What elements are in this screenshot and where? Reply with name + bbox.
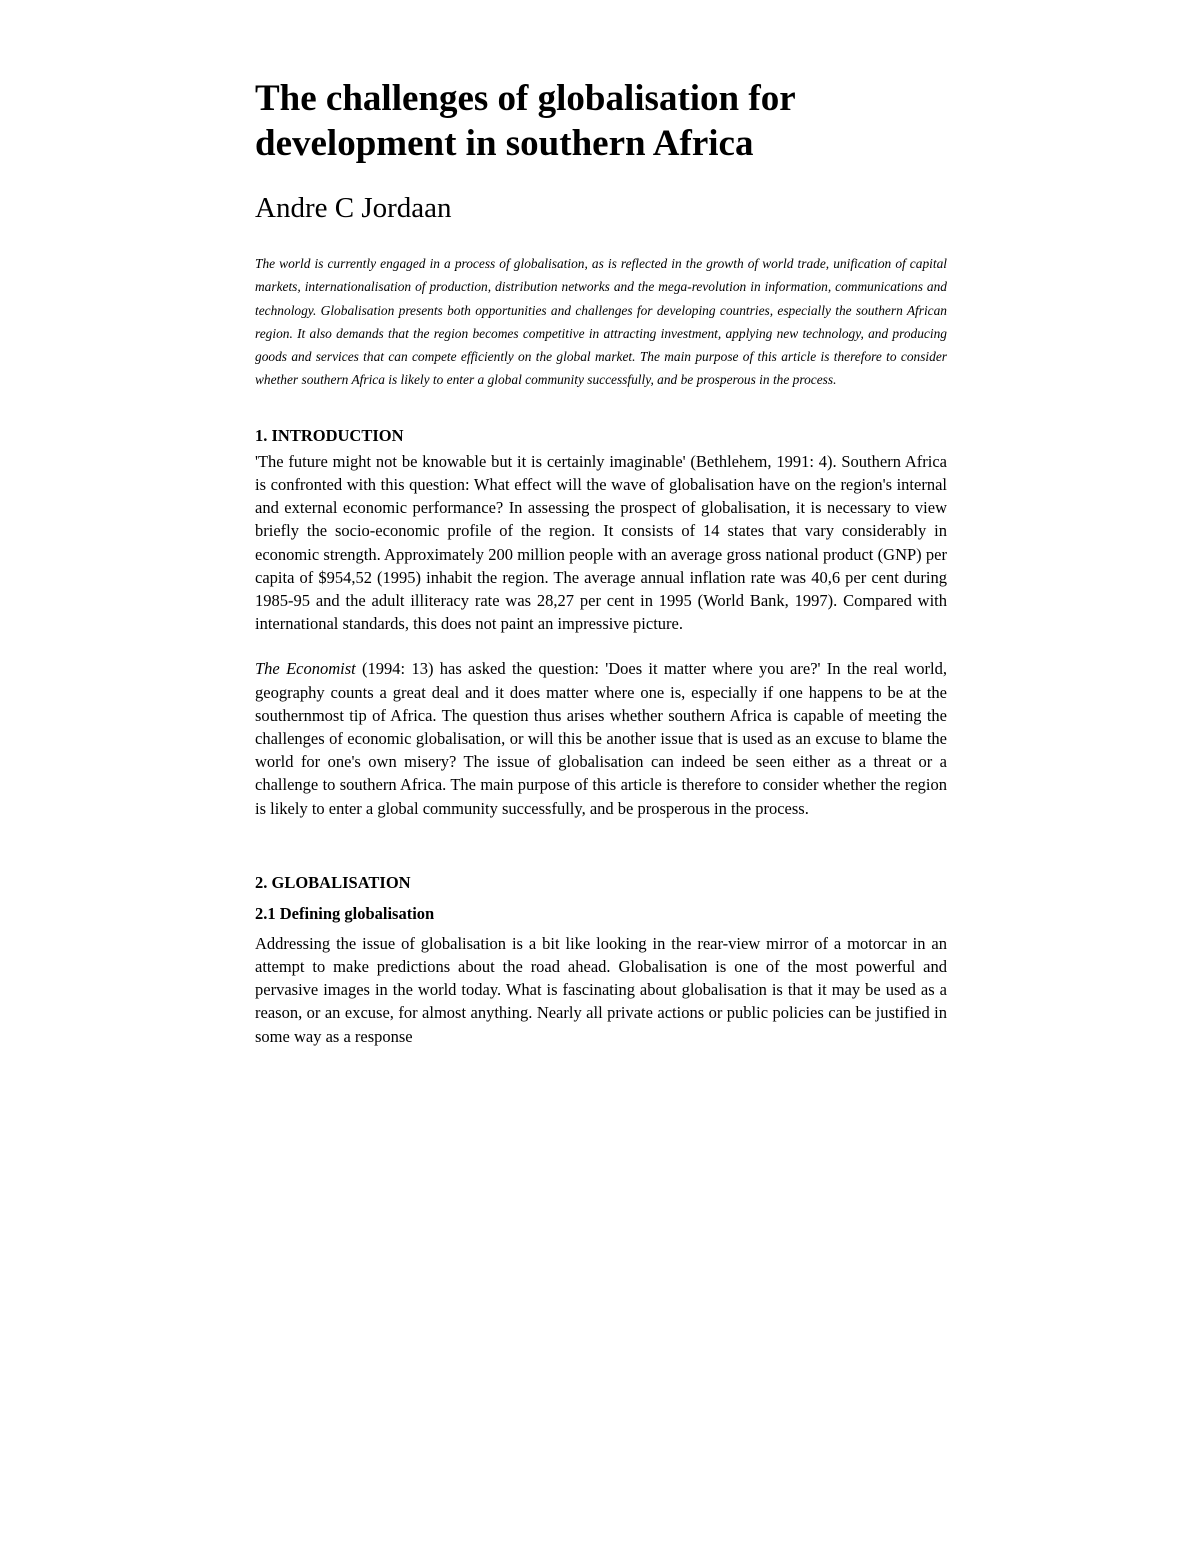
introduction-paragraph-2 — [255, 657, 947, 819]
subsection-heading-defining-globalisation: 2.1 Defining globalisation — [255, 903, 435, 923]
introduction-paragraph-1: 'The future might not be knowable but it is certainly imaginable' (Bethlehem, 1991: 4). Southern Africa is confronted with this question: What effect will the wave of globalisation have on the region's internal and external economic performance? In assessing the prospect of globalisation, it is necessary to view briefly the socio-economic profile of the region. It consists of 14 states that vary considerably in economic strength. Approximately 200 million people with an average gross national product (GNP) per capita of $954,52 (1995) inhabit the region. The average annual inflation rate was 40,6 per cent during 1985-95 and the adult illiteracy rate was 28,27 per cent in 1995 (World Bank, 1997). Compared with international standards, this does not paint an impressive picture. — [255, 451, 947, 634]
introduction-paragraph-2-text: (1994: 13) has asked the question: 'Does it matter where you are?' In the real world, geography counts a great deal and it does matter where one is, especially if one happens to be at the southernmost tip of Africa. The question thus arises whether southern Africa is capable of meeting the challenges of economic globalisation, or will this be another issue that is used as an excuse to blame the world for one's own misery? The issue of globalisation can indeed be seen either as a threat or a challenge to southern Africa. The main purpose of this article is therefore to consider whether the region is likely to enter a global community successfully, and be prosperous in the process. — [255, 659, 947, 818]
globalisation-paragraph-1: Addressing the issue of globalisation is a bit like looking in the rear-view mirror of a motorcar in an attempt to make predictions about the road ahead. Globalisation is one of the most powerful and pervasive images in the world today. What is fascinating about globalisation is that it may be used as a reason, or an excuse, for almost anything. Nearly all private actions or public policies can be justified in some way as a response — [255, 933, 947, 1046]
article-title: The challenges of globalisation for development in southern Africa — [255, 78, 795, 164]
section-heading-globalisation: 2. GLOBALISATION — [255, 872, 411, 892]
article-author: Andre C Jordaan — [255, 192, 452, 224]
article-page — [255, 76, 947, 1048]
section-heading-introduction: 1. INTRODUCTION — [255, 425, 404, 445]
economist-citation: The Economist — [255, 659, 356, 679]
article-abstract: The world is currently engaged in a process of globalisation, as is reflected in the growth of world trade, unification of capital markets, internationalisation of production, distribution networks and the mega-revolution in information, communications and technology. Globalisation presents both opportunities and challenges for developing countries, especially the southern African region. It also demands that the region becomes competitive in attracting investment, applying new technology, and producing goods and services that can compete efficiently on the global market. The main purpose of this article is therefore to consider whether southern Africa is likely to enter a global community successfully, and be prosperous in the process. — [255, 256, 947, 388]
